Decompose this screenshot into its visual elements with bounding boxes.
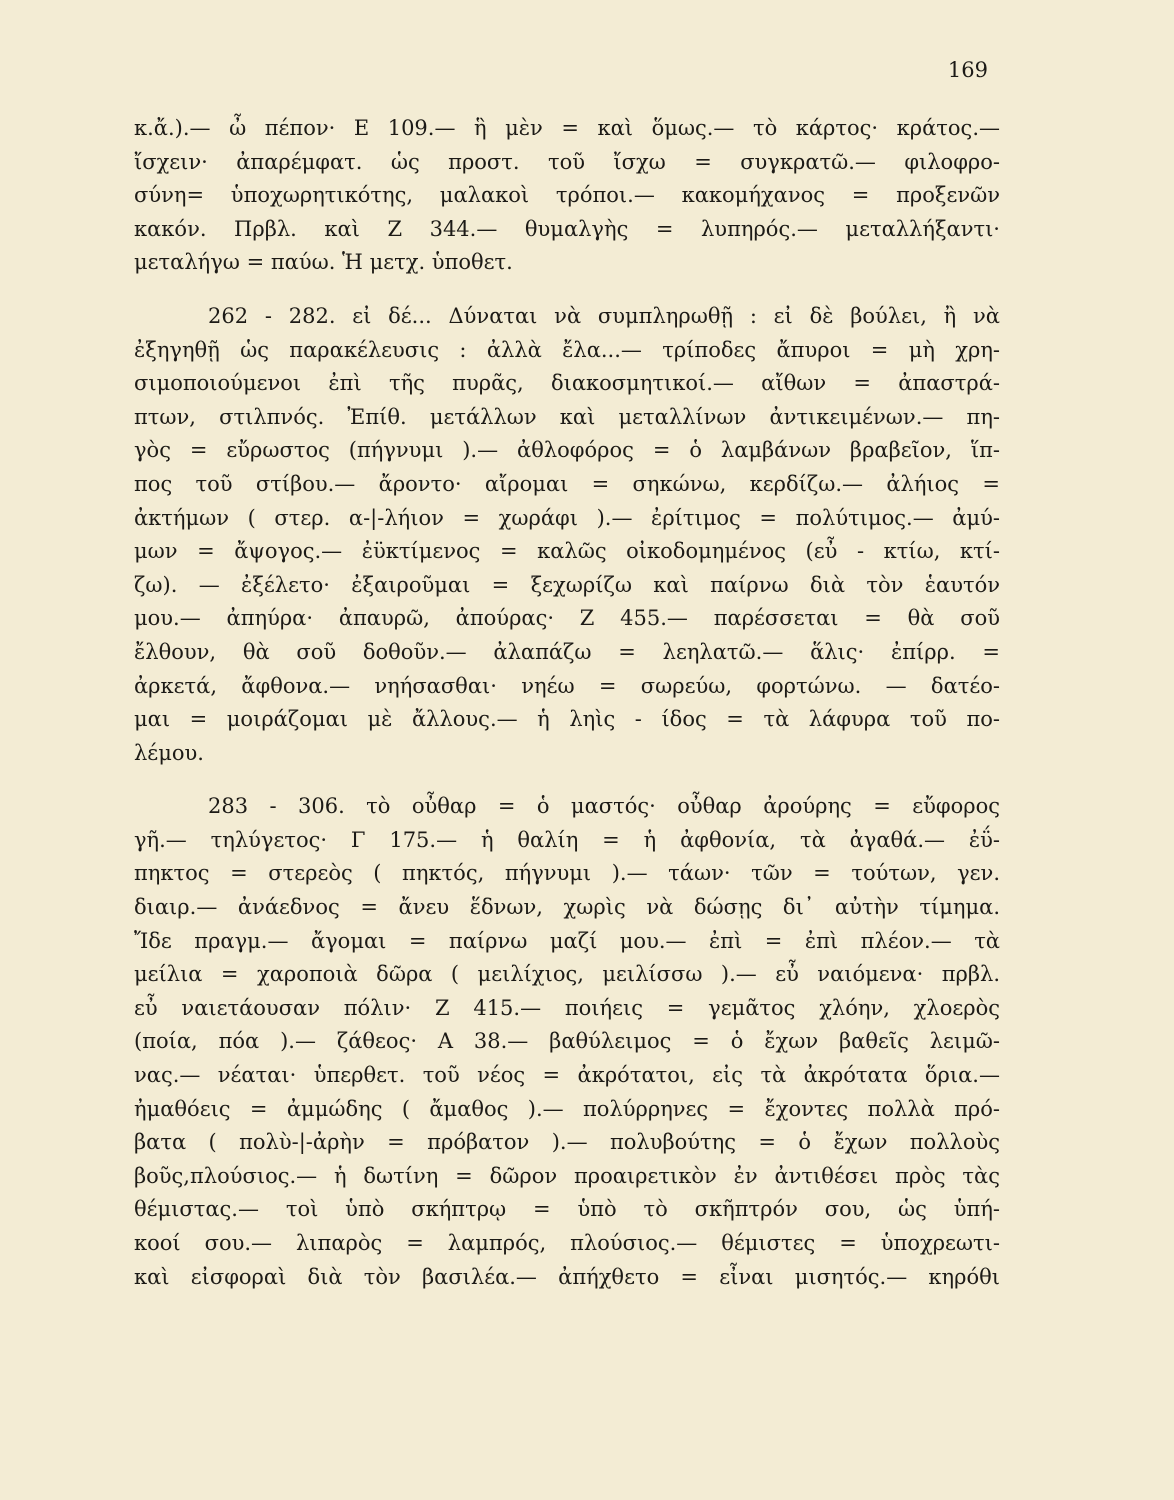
text-line: ἴσχειν· ἀπαρέμφατ. ὡς προστ. τοῦ ἴσχω = συγκρατῶ.— φιλοφρο- <box>134 149 1000 174</box>
text-line: κ.ἄ.).— ὦ πέπον· Ε 109.— ἣ μὲν = καὶ ὅμως.— τὸ κάρτος· κράτος.— <box>134 116 1000 140</box>
page-number: 169 <box>947 58 988 82</box>
text-line: καὶ εἰσφοραὶ διὰ τὸν βασιλέα.— ἀπήχθετο = εἶναι μισητός.— κηρόθι <box>134 1264 1000 1289</box>
text-line: κοοί σου.— λιπαρὸς = λαμπρός, πλούσιος.— θέμιστες = ὑποχρεωτι- <box>134 1231 1000 1255</box>
text-line: ἔλθουν, θὰ σοῦ δοθοῦν.— ἀλαπάζω = λεηλατῶ.— ἅλις· ἐπίρρ. = <box>134 639 1000 664</box>
text-line: ἀρκετά, ἄφθονα.— νηήσασθαι· νηέω = σωρεύω, φορτώνω. — δατέο- <box>134 673 1000 698</box>
text-line: βοῦς,πλούσιος.— ἡ δωτίνη = δῶρον προαιρετικὸν ἐν ἀντιθέσει πρὸς τὰς <box>134 1163 1000 1188</box>
text-line: σύνη= ὑποχωρητικότης, μαλακοὶ τρόποι.— κακομήχανος = προξενῶν <box>134 183 1000 208</box>
text-line: νας.— νέαται· ὑπερθετ. τοῦ νέος = ἀκρότατοι, εἰς τὰ ἀκρότατα ὅρια.— <box>134 1063 1000 1088</box>
text-line: μου.— ἀπηύρα· ἀπαυρῶ, ἀπούρας· Ζ 455.— παρέσσεται = θὰ σοῦ <box>134 606 1000 631</box>
text-line: 262 - 282. εἰ δέ... Δύναται νὰ συμπληρωθῇ : εἰ δὲ βούλει, ἢ νὰ <box>208 303 1000 328</box>
text-line: 283 - 306. τὸ οὖθαρ = ὁ μαστός· οὖθαρ ἀρούρης = εὔφορος <box>208 794 1000 819</box>
text-line: γῆ.— τηλύγετος· Γ 175.— ἡ θαλίη = ἡ ἀφθονία, τὰ ἀγαθά.— ἐΰ- <box>134 827 1000 852</box>
text-line: μείλια = χαροποιὰ δῶρα ( μειλίχιος, μειλίσσω ).— εὖ ναιόμενα· πρβλ. <box>134 962 1000 987</box>
text-line: ζω). — ἐξέλετο· ἐξαιροῦμαι = ξεχωρίζω καὶ παίρνω διὰ τὸν ἑαυτόν <box>134 572 1000 597</box>
text-line: μαι = μοιράζομαι μὲ ἄλλους.— ἡ ληὶς - ίδος = τὰ λάφυρα τοῦ πο- <box>134 707 1000 732</box>
text-line: διαιρ.— ἀνάεδνος = ἄνευ ἕδνων, χωρὶς νὰ δώσῃς δι᾽ αὐτὴν τίμημα. <box>134 895 1000 920</box>
text-line: πτων, στιλπνός. Ἐπίθ. μετάλλων καὶ μεταλλίνων ἀντικειμένων.— πη- <box>134 404 1000 429</box>
paragraph-1 <box>134 112 1000 280</box>
text-line: βατα ( πολὺ-|-ἀρὴν = πρόβατον ).— πολυβούτης = ὁ ἔχων πολλοὺς <box>134 1130 1000 1155</box>
text-line: (ποία, πόα ).— ζάθεος· Α 38.— βαθύλειμος = ὁ ἔχων βαθεῖς λειμῶ- <box>134 1029 1000 1054</box>
document-body <box>134 112 1000 1294</box>
text-line: σιμοποιούμενοι ἐπὶ τῆς πυρᾶς, διακοσμητικοί.— αἴθων = ἀπαστρά- <box>134 371 1000 396</box>
text-line: πηκτος = στερεὸς ( πηκτός, πήγνυμι ).— τάων· τῶν = τούτων, γεν. <box>134 861 1000 886</box>
paragraph-3 <box>134 790 1000 1294</box>
text-line: θέμιστας.— τοὶ ὑπὸ σκήπτρῳ = ὑπὸ τὸ σκῆπτρόν σου, ὡς ὑπή- <box>134 1197 1000 1222</box>
text-line: ἀκτήμων ( στερ. α-|-λήιον = χωράφι ).— ἐρίτιμος = πολύτιμος.— ἀμύ- <box>134 505 1000 530</box>
paragraph-2 <box>134 300 1000 770</box>
text-line: εὖ ναιετάουσαν πόλιν· Ζ 415.— ποιήεις = γεμᾶτος χλόην, χλοερὸς <box>134 995 1000 1020</box>
text-line: μεταλήγω = παύω. Ἡ μετχ. ὑποθετ. <box>134 250 513 275</box>
text-line: μων = ἄψογος.— ἐϋκτίμενος = καλῶς οἰκοδομημένος (εὖ - κτίω, κτί- <box>134 539 1000 564</box>
text-line: γὸς = εὔρωστος (πήγνυμι ).— ἀθλοφόρος = ὁ λαμβάνων βραβεῖον, ἵπ- <box>134 438 1000 463</box>
text-line: ἠμαθόεις = ἀμμώδης ( ἄμαθος ).— πολύρρηνες = ἔχοντες πολλὰ πρό- <box>134 1096 1000 1121</box>
text-line: κακόν. Πρβλ. καὶ Ζ 344.— θυμαλγὴς = λυπηρός.— μεταλλήξαντι· <box>134 216 1000 241</box>
text-line: πος τοῦ στίβου.— ἄροντο· αἴρομαι = σηκώνω, κερδίζω.— ἀλήιος = <box>134 471 1000 496</box>
text-line: ἐξηγηθῇ ὡς παρακέλευσις : ἀλλὰ ἔλα...— τρίποδες ἄπυροι = μὴ χρη- <box>134 337 1000 362</box>
text-line: Ἴδε πραγμ.— ἄγομαι = παίρνω μαζί μου.— ἐπὶ = ἐπὶ πλέον.— τὰ <box>134 928 1000 953</box>
text-line: λέμου. <box>134 740 204 765</box>
